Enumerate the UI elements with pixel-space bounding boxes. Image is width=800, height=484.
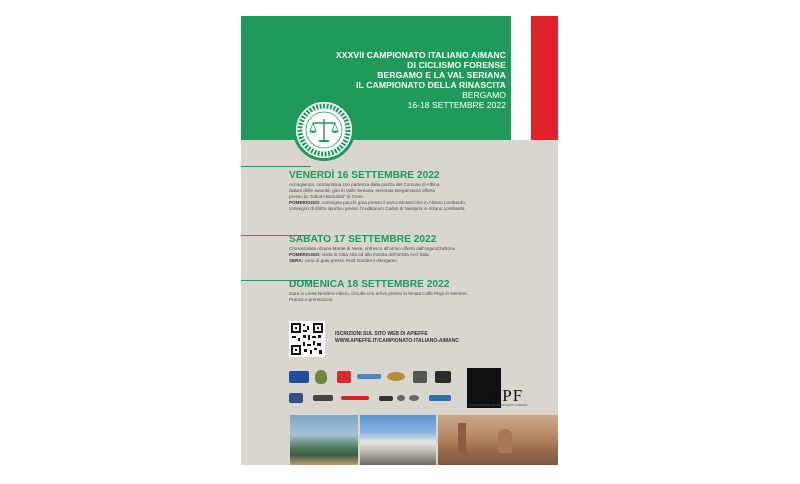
sponsor-logo-icon: [313, 395, 333, 401]
bergamo-rooftops-photo: [438, 415, 558, 465]
program-line: Accoglienza, cicloturistica con partenza dalla piazza del Comune di Albino.: [289, 182, 441, 187]
registration-url-link[interactable]: WWW.APIEFFE.IT/CAMPIONATO-ITALIANO-AIMANC: [335, 338, 459, 344]
car-brand-logo-icon: [409, 395, 419, 401]
sponsor-logo-icon: [379, 396, 393, 401]
sponsor-logo-icon: [413, 371, 427, 383]
red-flag-band: [531, 16, 558, 140]
sponsor-logo-icon: [435, 371, 451, 383]
program-line: Cronoscalata Alzano-Monte di Nese, rinfresco all'arrivo offerto dall'organizzazione.: [289, 246, 457, 251]
event-poster: [241, 16, 558, 465]
shield-logo-icon: [289, 393, 303, 403]
day-friday: [289, 170, 549, 212]
car-brand-logo-icon: [397, 395, 405, 401]
scales-of-justice-logo-icon: [293, 99, 355, 161]
event-city: BERGAMO: [462, 90, 506, 100]
title-line-2: DI CICLISMO FORENSE: [407, 60, 506, 70]
program-line: convegno di diritto sportivo presso l'Auditorium Caduti di Nassyria in Alzano Lombardo.: [289, 206, 466, 211]
day-saturday: [289, 234, 549, 264]
qr-code-icon[interactable]: [289, 321, 325, 357]
afternoon-label: POMERIGGIO:: [289, 252, 321, 257]
afternoon-text: consegna pacchi gara presso il parco Montecchio in Alzano Lombardo,: [321, 200, 466, 205]
sponsor-logo-icon: [429, 395, 451, 401]
day-sunday: [289, 279, 549, 303]
registration-line: ISCRIZIONI SUL SITO WEB DI APIEFFE: [335, 331, 428, 337]
apf-logo-subtitle: ASSOCIAZIONE PROFESSIONISTI FORENSI: [469, 403, 528, 407]
crest-logo-icon: [315, 370, 327, 384]
apf-logo: [467, 368, 535, 408]
sponsor-logo-icon: [289, 371, 309, 383]
poster-header: [241, 16, 558, 140]
program-line: [289, 258, 549, 264]
sponsor-logo-icon: [341, 396, 369, 400]
title-line-3: BERGAMO E LA VAL SERIANA: [377, 70, 506, 80]
day-title: SABATO 17 SETTEMBRE 2022: [289, 234, 437, 245]
dome-shape: [498, 429, 512, 453]
day-title: DOMENICA 18 SETTEMBRE 2022: [289, 279, 450, 290]
lake-valley-photo: [290, 415, 358, 465]
evening-label: SERA:: [289, 258, 304, 263]
sponsor-logos: [289, 369, 459, 409]
apf-logo-text: APF: [489, 386, 524, 405]
program-line: Pranzo e premiazioni.: [289, 297, 334, 302]
title-line-1: XXXVII CAMPIONATO ITALIANO AIMANC: [335, 50, 506, 60]
program-line: presso la "Salumi Bortolotti" di Cene.: [289, 194, 365, 199]
registration-info: [335, 331, 459, 345]
event-dates: 16-18 SETTEMBRE 2022: [407, 100, 506, 110]
city-square-photo: [360, 415, 436, 465]
poster-title: [336, 50, 506, 110]
evening-text: cena di gala presso Roof Garden in Bergamo.: [304, 258, 399, 263]
day-title: VENERDÌ 16 SETTEMBRE 2022: [289, 170, 440, 181]
sponsor-logo-icon: [357, 374, 381, 379]
sponsor-logo-icon: [337, 371, 351, 383]
afternoon-label: POMERIGGIO:: [289, 200, 321, 205]
sponsor-logo-icon: [387, 372, 405, 381]
title-line-4: IL CAMPIONATO DELLA RINASCITA: [356, 80, 506, 90]
program-line: Gara in Linea Nembro-Albino, circuito con arrivo presso la tenuta Colle Piajo in Nembro.: [289, 291, 468, 296]
program-line: Saluto delle autorità, giro in Valle Seriana, merenda Bergamasca offerta: [289, 188, 435, 193]
afternoon-text: visita in Città Alta ed alla mostra dell'artista Arcì Sala.: [321, 252, 430, 257]
tower-shape: [458, 423, 466, 453]
section-divider: [241, 166, 311, 167]
